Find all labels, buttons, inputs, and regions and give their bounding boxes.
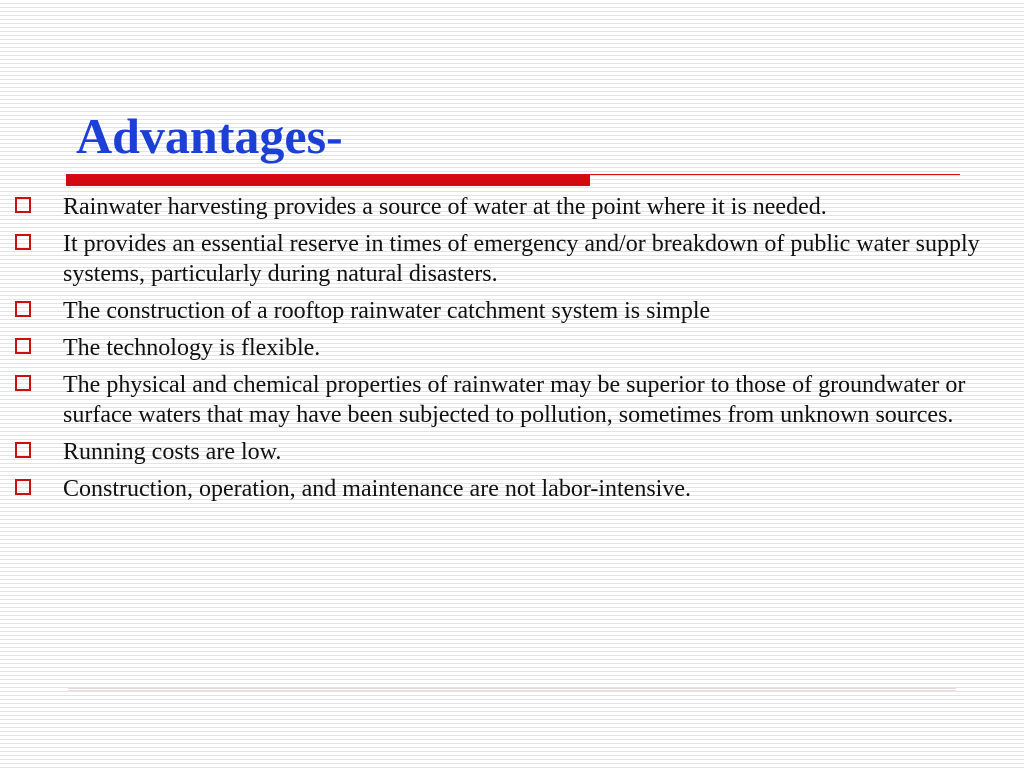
bullet-item <box>0 370 1024 430</box>
bullet-item <box>0 333 1024 363</box>
bullet-list <box>0 192 1024 511</box>
square-bullet-icon <box>15 338 31 354</box>
square-bullet-icon <box>15 375 31 391</box>
bullet-text: It provides an essential reserve in times of emergency and/or breakdown of public water supply systems, particularly during natural disasters. <box>63 231 980 287</box>
bullet-item <box>0 192 1024 222</box>
bullet-item <box>0 474 1024 504</box>
bullet-text: Construction, operation, and maintenance are not labor-intensive. <box>63 476 691 502</box>
square-bullet-icon <box>15 479 31 495</box>
square-bullet-icon <box>15 301 31 317</box>
square-bullet-icon <box>15 197 31 213</box>
bullet-text: Running costs are low. <box>63 439 282 465</box>
square-bullet-icon <box>15 442 31 458</box>
square-bullet-icon <box>15 234 31 250</box>
bullet-item <box>0 229 1024 289</box>
title-underline <box>66 174 960 187</box>
slide-title: Advantages- <box>76 108 343 164</box>
bullet-text: The construction of a rooftop rainwater catchment system is simple <box>63 298 711 324</box>
bullet-item <box>0 296 1024 326</box>
footer-divider <box>68 688 956 691</box>
bullet-text: Rainwater harvesting provides a source of water at the point where it is needed. <box>63 194 827 220</box>
bullet-text: The technology is flexible. <box>63 335 321 361</box>
bullet-item <box>0 437 1024 467</box>
title-underline-thick <box>66 175 590 186</box>
bullet-text: The physical and chemical properties of rainwater may be superior to those of groundwater or surface waters that may have been subjected to pollution, sometimes from unknown sources. <box>63 372 966 428</box>
